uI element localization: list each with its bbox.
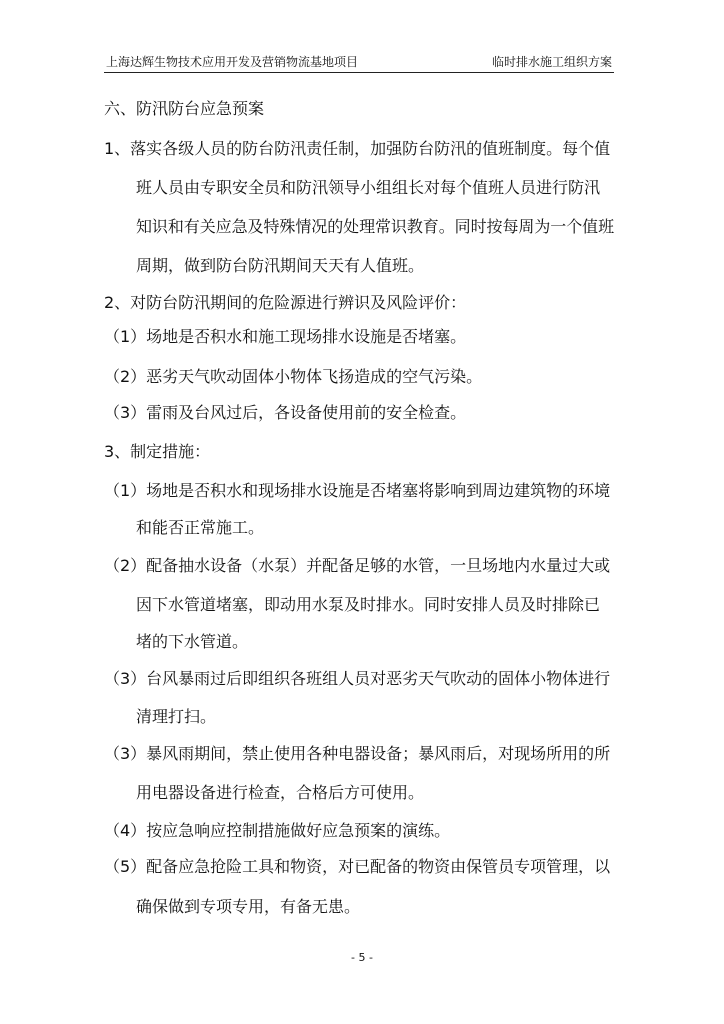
paragraph-line: （3）雷雨及台风过后，各设备使用前的安全检查。 xyxy=(104,403,467,422)
paragraph-line: 和能否正常施工。 xyxy=(136,518,265,537)
paragraph-line: 确保做到专项专用，有备无患。 xyxy=(136,897,361,916)
section-title: 六、防汛防台应急预案 xyxy=(104,99,265,118)
paragraph-line: 3、制定措施： xyxy=(104,442,211,461)
paragraph-line: （5）配备应急抢险工具和物资，对已配备的物资由保管员专项管理，以 xyxy=(104,857,611,876)
paragraph-line: 清理打扫。 xyxy=(136,707,217,726)
header-document-title: 临时排水施工组织方案 xyxy=(491,55,612,69)
paragraph-line: （2）配备抽水设备（水泵）并配备足够的水管，一旦场地内水量过大或 xyxy=(104,556,611,575)
page-number: - 5 - xyxy=(351,951,373,964)
paragraph-line: （1）场地是否积水和现场排水设施是否堵塞将影响到周边建筑物的环境 xyxy=(104,481,611,500)
paragraph-line: 知识和有关应急及特殊情况的处理常识教育。同时按每周为一个值班 xyxy=(136,217,615,236)
paragraph-line: （3）台风暴雨过后即组织各班组人员对恶劣天气吹动的固体小物体进行 xyxy=(104,669,611,688)
paragraph-line: 用电器设备进行检查，合格后方可使用。 xyxy=(136,783,425,802)
paragraph-line: 周期，做到防台防汛期间天天有人值班。 xyxy=(136,256,425,275)
paragraph-line: 1、落实各级人员的防台防汛责任制，加强防台防汛的值班制度。每个值 xyxy=(104,139,611,158)
paragraph-line: （3）暴风雨期间，禁止使用各种电器设备；暴风雨后，对现场所用的所 xyxy=(104,744,611,763)
paragraph-line: 班人员由专职安全员和防汛领导小组组长对每个值班人员进行防汛 xyxy=(136,178,601,197)
paragraph-line: 因下水管道堵塞，即动用水泵及时排水。同时安排人员及时排除已 xyxy=(136,595,601,614)
paragraph-line: （2）恶劣天气吹动固体小物体飞扬造成的空气污染。 xyxy=(104,367,483,386)
paragraph-line: 堵的下水管道。 xyxy=(136,632,249,651)
header-project-title: 上海达辉生物技术应用开发及营销物流基地项目 xyxy=(106,55,359,69)
paragraph-line: （1）场地是否积水和施工现场排水设施是否堵塞。 xyxy=(104,327,467,346)
paragraph-line: 2、对防台防汛期间的危险源进行辨识及风险评价： xyxy=(104,293,467,312)
page-header xyxy=(104,48,614,73)
paragraph-line: （4）按应急响应控制措施做好应急预案的演练。 xyxy=(104,821,451,840)
